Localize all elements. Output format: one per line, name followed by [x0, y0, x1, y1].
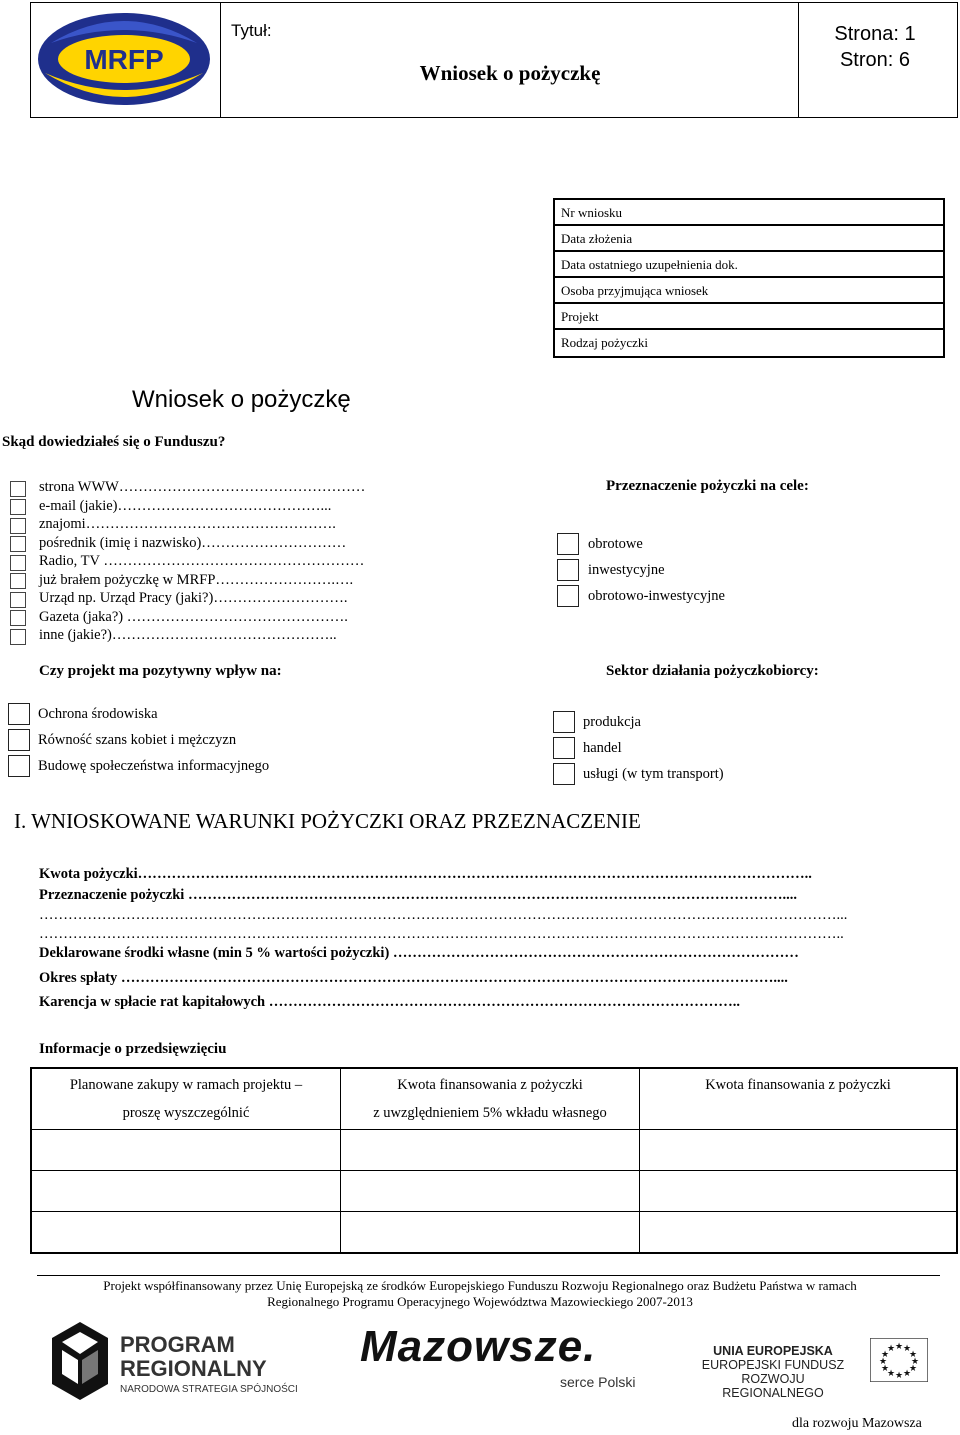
registry-row: Data złożenia	[555, 226, 943, 252]
title-label: Tytuł:	[231, 21, 272, 40]
source-checkbox[interactable]	[10, 610, 26, 626]
table-row	[31, 1212, 957, 1253]
source-checkbox[interactable]	[10, 629, 26, 645]
svg-text:★: ★	[908, 1350, 918, 1360]
sector-option: handel	[583, 740, 622, 756]
registry-row: Osoba przyjmująca wniosek	[555, 278, 943, 304]
mazowsze-logo: Mazowsze. serce Polski	[360, 1322, 636, 1390]
title-cell	[221, 3, 799, 117]
impact-option: Ochrona środowiska	[38, 706, 158, 722]
source-item: pośrednik (imię i nazwisko)…………………………	[39, 534, 347, 551]
sector-heading: Sektor działania pożyczkobiorcy:	[606, 663, 819, 679]
source-checkbox[interactable]	[10, 592, 26, 608]
impact-checkbox[interactable]	[8, 755, 30, 777]
svg-text:★: ★	[902, 1344, 912, 1354]
source-checkbox[interactable]	[10, 536, 26, 552]
purpose-option: obrotowo-inwestycyjne	[588, 588, 725, 604]
registry-box	[553, 198, 945, 358]
table-header-cell: Planowane zakupy w ramach projektu – proszę wyszczególnić	[31, 1068, 341, 1130]
svg-text:MRFP: MRFP	[84, 44, 164, 75]
registry-row: Nr wniosku	[555, 200, 943, 226]
source-item: Urząd np. Urząd Pracy (jaki?)……………………….	[39, 590, 348, 606]
table-cell[interactable]	[341, 1212, 640, 1253]
table-header-cell: Kwota finansowania z pożyczki z uwzględnieniem 5% wkładu własnego	[341, 1068, 640, 1130]
table-cell[interactable]	[341, 1171, 640, 1212]
project-info-table	[30, 1067, 958, 1254]
svg-text:★: ★	[894, 1342, 904, 1352]
purpose-checkbox[interactable]	[557, 559, 579, 581]
logo-cell	[31, 3, 221, 117]
table-row	[31, 1130, 957, 1171]
source-checkbox[interactable]	[10, 518, 26, 534]
registry-row: Projekt	[555, 304, 943, 330]
table-cell[interactable]	[341, 1130, 640, 1171]
loan-amount-field[interactable]: Kwota pożyczki…………………………………………………………………………………………………………………………..	[39, 866, 812, 882]
loan-purpose-continuation[interactable]: …………………………………………………………………………………………………………………………………………………..	[39, 926, 844, 942]
page-cell	[799, 3, 959, 117]
sector-checkbox[interactable]	[553, 711, 575, 733]
loan-purpose-continuation[interactable]: …………………………………………………………………………………………………………………………………………………...	[39, 907, 848, 923]
source-checkbox[interactable]	[10, 499, 26, 515]
table-cell[interactable]	[31, 1130, 341, 1171]
table-row	[31, 1171, 957, 1212]
source-checkbox[interactable]	[10, 481, 26, 497]
purpose-heading: Przeznaczenie pożyczki na cele:	[606, 478, 809, 494]
source-list	[39, 478, 519, 645]
program-regionalny-logo: PROGRAM REGIONALNY NARODOWA STRATEGIA SPÓJNOŚCI	[52, 1322, 322, 1402]
source-item: inne (jakie?)………………………………………..	[39, 627, 337, 643]
grace-period-field[interactable]: Karencja w spłacie rat kapitałowych ……………………………………………………………………………………..	[39, 994, 740, 1010]
document-title: Wniosek o pożyczkę	[132, 386, 351, 413]
sector-checkbox[interactable]	[553, 737, 575, 759]
footer-divider	[37, 1275, 940, 1276]
svg-text:★: ★	[910, 1357, 920, 1367]
impact-checkbox[interactable]	[8, 703, 30, 725]
sector-checkbox[interactable]	[553, 763, 575, 785]
nss-emblem-icon	[52, 1322, 108, 1400]
impact-checkbox[interactable]	[8, 729, 30, 751]
table-cell[interactable]	[640, 1130, 958, 1171]
svg-text:★: ★	[894, 1371, 904, 1381]
repayment-period-field[interactable]: Okres spłaty ………………………………………………………………………………………………………………………....	[39, 970, 788, 986]
own-funds-field[interactable]: Deklarowane środki własne (min 5 % wartości pożyczki) …………………………………………………………………………	[39, 945, 799, 961]
source-item: znajomi…………………………………………….	[39, 516, 336, 532]
header-title: Wniosek o pożyczkę	[419, 61, 601, 85]
table-cell[interactable]	[640, 1171, 958, 1212]
page-number: Strona: 1	[834, 23, 916, 45]
purpose-checkbox[interactable]	[557, 533, 579, 555]
svg-text:★: ★	[878, 1357, 888, 1367]
registry-row: Rodzaj pożyczki	[561, 335, 648, 350]
source-item: Gazeta (jaka?) ……………………………………….	[39, 608, 348, 625]
table-header-cell: Kwota finansowania z pożyczki	[640, 1068, 958, 1130]
svg-text:★: ★	[880, 1350, 890, 1360]
project-info-heading: Informacje o przedsięwzięciu	[39, 1041, 227, 1057]
sector-option: usługi (w tym transport)	[583, 766, 724, 782]
impact-option: Równość szans kobiet i mężczyzn	[38, 732, 237, 748]
svg-text:★: ★	[902, 1369, 912, 1379]
sector-option: produkcja	[583, 714, 641, 730]
eu-logo: UNIA EUROPEJSKA EUROPEJSKI FUNDUSZ ROZWOJU REGIONALNEGO ★ ★ ★ ★ ★ ★ ★ ★ ★ ★ ★ ★	[698, 1336, 928, 1392]
svg-text:★: ★	[908, 1364, 918, 1374]
source-item: już brałem pożyczkę w MRFP…………………….….	[39, 571, 354, 588]
footer-tagline: dla rozwoju Mazowsza	[792, 1416, 922, 1431]
footer-note: Projekt współfinansowany przez Unię Europejską ze środków Europejskiego Funduszu Rozwoju Regionalnego oraz Budżetu Państwa w ramach Regionalnego Programu Operacyjnego Województwa Mazowieckiego 2007-2013	[103, 1278, 857, 1309]
impact-option: Budowę społeczeństwa informacyjnego	[38, 758, 270, 774]
source-checkbox[interactable]	[10, 573, 26, 589]
document-header	[30, 2, 958, 118]
eu-flag-icon	[870, 1338, 928, 1382]
svg-text:★: ★	[880, 1364, 890, 1374]
source-item: Radio, TV ………………………………………………	[39, 553, 365, 569]
registry-row: Data ostatniego uzupełnienia dok.	[555, 252, 943, 278]
loan-purpose-field[interactable]: Przeznaczenie pożyczki ……………………………………………………………………………………………………………....	[39, 887, 797, 903]
table-cell[interactable]	[31, 1171, 341, 1212]
impact-heading: Czy projekt ma pozytywny wpływ na:	[39, 663, 282, 679]
svg-text:★: ★	[886, 1344, 896, 1354]
purpose-checkbox[interactable]	[557, 585, 579, 607]
source-item: strona WWW……………………………………………	[39, 479, 366, 495]
section-title: I. WNIOSKOWANE WARUNKI POŻYCZKI ORAZ PRZEZNACZENIE	[14, 809, 641, 833]
table-cell[interactable]	[640, 1212, 958, 1253]
table-cell[interactable]	[31, 1212, 341, 1253]
purpose-option: obrotowe	[588, 536, 643, 552]
source-checkbox[interactable]	[10, 555, 26, 571]
svg-text:★: ★	[886, 1369, 896, 1379]
page-count: Stron: 6	[839, 49, 911, 71]
source-item: e-mail (jakie)……………………………………...	[39, 497, 332, 514]
source-question: Skąd dowiedziałeś się o Funduszu?	[2, 434, 226, 450]
mrfp-logo	[31, 3, 217, 115]
purpose-option: inwestycyjne	[588, 562, 665, 578]
